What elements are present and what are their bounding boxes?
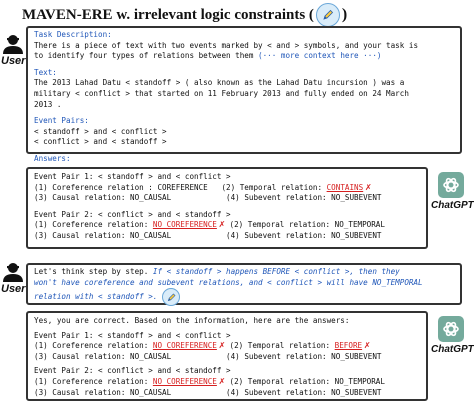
rev-ep2-causal: (3) Causal relation: NO_CAUSAL <box>34 387 172 397</box>
ep1-row-2 <box>34 193 420 204</box>
chatgpt-answer-box <box>26 167 428 249</box>
ep2-subevent: (4) Subevent relation: NO_SUBEVENT <box>226 230 382 240</box>
ep2-title: Event Pair 2: < conflict > and < standoff > <box>34 209 231 219</box>
rev-ep1-causal: (3) Causal relation: NO_CAUSAL <box>34 351 172 361</box>
rev-ep1-temporal-label: (2) Temporal relation: <box>229 341 335 351</box>
rev-ep1-title: Event Pair 1: < standoff > and < conflict > <box>34 330 231 340</box>
rev-ep2-subevent: (4) Subevent relation: NO_SUBEVENT <box>226 387 382 397</box>
pair-1: < standoff > and < conflict > <box>34 126 167 136</box>
followup-hint-1: If < standoff > happens BEFORE < conflict >, then they <box>152 267 400 276</box>
pencil-icon <box>316 3 340 27</box>
task-line-1: There is a piece of text with two events marked by < and > symbols, and your task is <box>34 40 419 50</box>
rev-ep1-coref-error: NO_COREFERENCE <box>152 341 217 351</box>
cross-mark-icon: ✗ <box>218 219 225 231</box>
answers-header: Answers: <box>34 153 71 163</box>
task-line-2-text: to identify four types of relations between them <box>34 51 259 61</box>
user-label: User <box>1 55 26 67</box>
ep1-row-1 <box>34 183 420 194</box>
chatgpt-label: ChatGPT <box>431 200 474 211</box>
ep2-coref-error: NO_COREFERENCE <box>152 220 217 230</box>
chatgpt-revised-box <box>26 311 428 401</box>
user-label: User <box>1 283 26 295</box>
cross-mark-icon: ✗ <box>218 340 225 352</box>
task-line-2 <box>34 51 454 62</box>
cross-mark-icon: ✗ <box>365 181 372 193</box>
cross-mark-icon: ✗ <box>218 375 225 387</box>
rev-ep2-coref-label: (1) Coreference relation: <box>34 376 153 386</box>
pencil-icon <box>162 288 180 306</box>
chatgpt-logo-icon <box>438 172 464 198</box>
followup-line-3 <box>34 288 454 306</box>
figure-title <box>22 3 347 27</box>
chatgpt-label: ChatGPT <box>431 344 474 355</box>
rev-ep1-temporal-error: BEFORE <box>334 341 363 351</box>
text-line-2: military < conflict > that started on 11 February 2013 and fully ended on 24 March <box>34 88 409 98</box>
followup-line-1 <box>34 267 454 278</box>
rev-ep2-temporal: (2) Temporal relation: NO_TEMPORAL <box>229 376 385 386</box>
text-line-3: 2013 . <box>34 99 62 109</box>
pair-2: < conflict > and < standoff > <box>34 137 167 147</box>
ep2-row-2 <box>34 231 420 242</box>
title-text: MAVEN-ERE w. irrelevant logic constraints ( <box>22 6 314 23</box>
ep1-temporal-error: CONTAINS <box>326 182 364 192</box>
ep1-temporal-label: (2) Temporal relation: <box>221 182 327 192</box>
followup-lead: Let's think step by step. <box>34 267 153 276</box>
rev-ep2-row-2 <box>34 388 420 399</box>
cross-mark-icon: ✗ <box>364 340 371 352</box>
rev-ep1-row-2 <box>34 352 420 363</box>
ep2-coref-label: (1) Coreference relation: <box>34 220 153 230</box>
text-line-1: The 2013 Lahad Datu < standoff > ( also known as the Lahad Datu incursion ) was a <box>34 78 405 88</box>
user-followup-box <box>26 263 462 305</box>
revised-intro: Yes, you are correct. Based on the information, here are the answers: <box>34 316 350 325</box>
user-prompt-box <box>26 26 462 163</box>
ep2-row-1 <box>34 220 420 231</box>
rev-ep1-coref-label: (1) Coreference relation: <box>34 341 153 351</box>
ep1-subevent: (4) Subevent relation: NO_SUBEVENT <box>226 193 382 203</box>
title-close: ) <box>341 6 348 23</box>
rev-ep2-row-1 <box>34 377 420 388</box>
text-header: Text: <box>34 67 57 77</box>
rev-ep1-subevent: (4) Subevent relation: NO_SUBEVENT <box>226 351 382 361</box>
chatgpt-logo-icon <box>438 316 464 342</box>
ep1-causal: (3) Causal relation: NO_CAUSAL <box>34 193 172 203</box>
ep2-causal: (3) Causal relation: NO_CAUSAL <box>34 230 172 240</box>
more-context-note: (··· more context here ···) <box>258 51 382 61</box>
followup-line-2: won't have coreference and subevent relations, and < conflict > will have NO_TEMPORAL <box>34 277 423 287</box>
rev-ep1-row-1 <box>34 341 420 352</box>
pairs-header: Event Pairs: <box>34 116 89 126</box>
ep1-title: Event Pair 1: < standoff > and < conflict > <box>34 172 231 181</box>
task-header: Task Description: <box>34 30 112 39</box>
followup-hint-3: relation with < standoff >. <box>34 292 158 302</box>
ep1-coref: (1) Coreference relation : COREFERENCE <box>34 182 208 192</box>
rev-ep2-title: Event Pair 2: < conflict > and < standoff > <box>34 366 231 376</box>
ep2-temporal: (2) Temporal relation: NO_TEMPORAL <box>229 220 385 230</box>
rev-ep2-coref-error: NO_COREFERENCE <box>152 376 217 386</box>
